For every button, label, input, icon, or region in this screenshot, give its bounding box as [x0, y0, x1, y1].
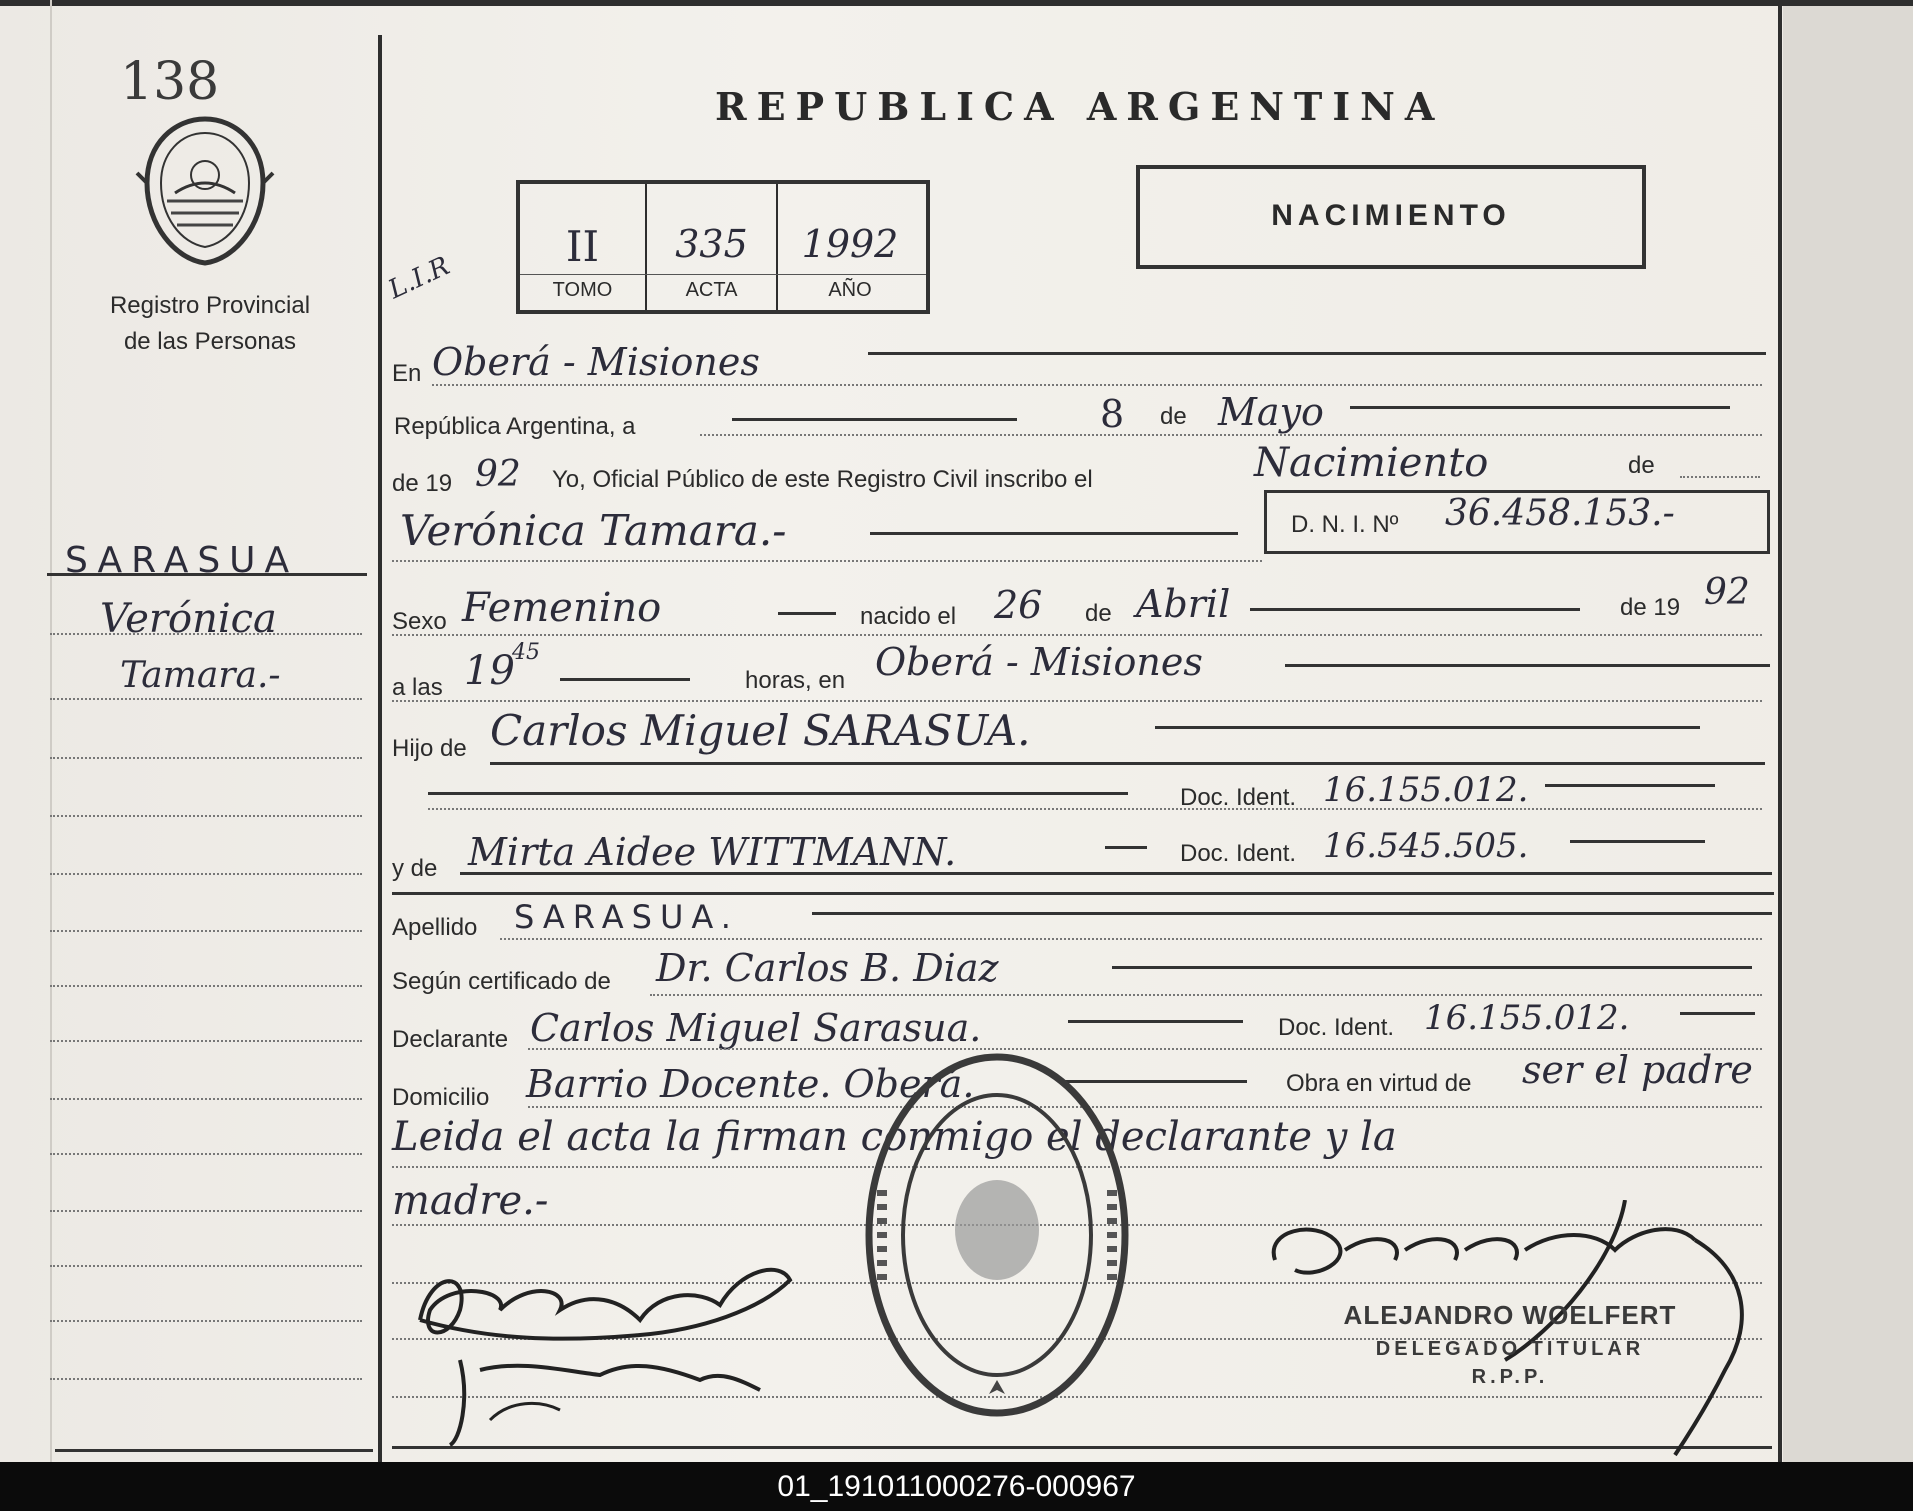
dotted-line [650, 994, 1762, 996]
stub-dotted-line [50, 1098, 362, 1100]
mother-doc-value: 16.545.505. [1323, 826, 1529, 866]
record-type: NACIMIENTO [1271, 199, 1511, 232]
dotted-line [700, 434, 1762, 436]
segun-label: Según certificado de [392, 968, 611, 995]
birth-day-value: 26 [994, 583, 1043, 627]
horas-label: horas, en [745, 667, 846, 694]
stub-surname: SARASUA [65, 540, 299, 581]
declarante-label: Declarante [392, 1026, 509, 1053]
obra-value: ser el padre [1522, 1048, 1753, 1092]
apellido-label: Apellido [392, 914, 478, 941]
country-title: REPUBLICA ARGENTINA [715, 84, 1445, 129]
mother-value: Mirta Aidee WITTMANN. [468, 830, 957, 874]
full-name-value: Verónica Tamara.- [400, 506, 787, 555]
provincial-seal-icon [135, 113, 275, 268]
tomo-value: II [565, 222, 600, 271]
apellido-value: SARASUA. [514, 898, 739, 936]
day-value: 8 [1100, 392, 1125, 436]
stub-dotted-line [50, 873, 362, 875]
sexo-fill-rule [778, 612, 836, 615]
stub-bottom-rule [55, 1449, 373, 1452]
birth-place-fill-rule [1285, 664, 1770, 667]
stub-dotted-line [50, 1210, 362, 1212]
stub-dotted-line [50, 698, 362, 700]
father-doc-end-rule [1545, 784, 1715, 787]
reference-inner-rule [520, 274, 926, 275]
domicilio-value: Barrio Docente. Oberá. [526, 1062, 975, 1106]
hour-fill-rule [560, 678, 690, 681]
certificado-value: Dr. Carlos B. Diaz [656, 946, 999, 990]
left-margin [50, 0, 52, 1462]
dni-label: D. N. I. Nº [1291, 511, 1399, 538]
declarante-fill-rule [1068, 1020, 1243, 1023]
apellido-fill-rule [812, 912, 1772, 915]
page-edge [1783, 0, 1913, 1462]
dni-value: 36.458.153.- [1445, 493, 1675, 534]
minutes-value: 45 [512, 640, 540, 665]
dotted-line [392, 634, 1762, 636]
officer-name: ALEJANDRO WOELFERT [1343, 1300, 1677, 1330]
stub-dotted-line [50, 985, 362, 987]
top-border [0, 0, 1913, 6]
en-label: En [392, 360, 422, 387]
month-fill-rule [1350, 406, 1730, 409]
mother-doc-end-rule [1570, 840, 1705, 843]
right-border [1778, 0, 1782, 1462]
birth-place-value: Oberá - Misiones [875, 640, 1203, 684]
alas-label: a las [392, 674, 443, 701]
stub-dotted-line [50, 1265, 362, 1267]
father-doc-label: Doc. Ident. [1180, 784, 1297, 811]
official-stamp-icon [862, 1050, 1132, 1420]
dni-box [1264, 490, 1770, 554]
stub-surname-rule [47, 573, 367, 576]
dotted-line [432, 384, 1762, 386]
birth-month-fill-rule [1250, 608, 1580, 611]
year-short-value: 92 [475, 454, 521, 495]
stub-given-name-1: Verónica [100, 596, 277, 642]
father-line-rule [490, 762, 1765, 765]
stub-given-name-2: Tamara.- [120, 655, 281, 696]
dotted-line [500, 938, 1762, 940]
acta-label: ACTA [685, 279, 738, 301]
note-line-2: madre.- [392, 1178, 549, 1224]
father-doc-fill-rule [428, 792, 1128, 795]
registry-name-line2: de las Personas [123, 328, 297, 355]
dotted-line [1680, 476, 1760, 478]
declarante-doc-value: 16.155.012. [1424, 998, 1630, 1038]
hour-value: 19 [464, 648, 515, 694]
mother-line-rule [460, 872, 1772, 875]
date-fill-rule [732, 418, 1017, 421]
de19-label-2: de 19 [1620, 594, 1681, 621]
mother-fill-rule [1105, 846, 1147, 849]
certificado-fill-rule [1112, 966, 1752, 969]
father-value: Carlos Miguel SARASUA. [490, 706, 1031, 755]
father-doc-value: 16.155.012. [1323, 770, 1529, 810]
document-id-footer: 01_191011000276-000967 [0, 1462, 1913, 1511]
note-line-1: Leida el acta la firman conmigo el declarante y la [392, 1114, 1397, 1160]
acta-value: 335 [675, 222, 748, 266]
sexo-label: Sexo [392, 608, 447, 635]
dotted-line [428, 808, 1762, 810]
dotted-line [392, 560, 1262, 562]
registry-name-line1: Registro Provincial [109, 292, 311, 319]
de-label-3: de [1085, 600, 1112, 627]
stub-dotted-line [50, 633, 362, 635]
officer-title: DELEGADO TITULAR [1375, 1338, 1645, 1360]
declarante-value: Carlos Miguel Sarasua. [530, 1006, 982, 1050]
name-fill-rule [870, 532, 1238, 535]
sexo-value: Femenino [462, 585, 662, 631]
place-value: Oberá - Misiones [432, 340, 760, 384]
nacido-label: nacido el [860, 603, 957, 630]
ano-label: AÑO [828, 279, 872, 301]
mother-doc-label: Doc. Ident. [1180, 840, 1297, 867]
event-value: Nacimiento [1254, 440, 1489, 486]
record-type-box [1136, 165, 1646, 269]
stub-dotted-line [50, 815, 362, 817]
birth-month-value: Abril [1136, 582, 1231, 626]
domicilio-label: Domicilio [392, 1084, 490, 1111]
yde-label: y de [392, 855, 438, 882]
tomo-label: TOMO [552, 279, 613, 301]
de-label: de [1160, 403, 1187, 430]
mother-line-rule-2 [392, 892, 1774, 895]
declarant-signature-icon [400, 1250, 820, 1450]
lir-annotation: L.I.R [384, 251, 455, 306]
de-label-2: de [1628, 452, 1655, 479]
stub-dotted-line [50, 930, 362, 932]
stub-dotted-line [50, 1320, 362, 1322]
dotted-line [528, 1106, 1762, 1108]
father-fill-rule [1155, 726, 1700, 729]
ano-value: 1992 [801, 222, 899, 266]
dotted-line [392, 700, 1762, 702]
stub-dotted-line [50, 1378, 362, 1380]
stub-dotted-line [50, 1040, 362, 1042]
officer-office: R.P.P. [1471, 1366, 1549, 1388]
official-statement: Yo, Oficial Público de este Registro Civil inscribo el [552, 466, 1093, 493]
de19-label: de 19 [392, 470, 453, 497]
stub-divider [378, 35, 382, 1462]
hijo-label: Hijo de [392, 735, 467, 762]
stub-dotted-line [50, 757, 362, 759]
declarante-doc-label: Doc. Ident. [1278, 1014, 1395, 1041]
stub-dotted-line [50, 1153, 362, 1155]
month-value: Mayo [1218, 390, 1324, 434]
place-fill-rule [868, 352, 1766, 355]
republica-label: República Argentina, a [394, 413, 636, 440]
birth-year-short-value: 92 [1704, 572, 1750, 613]
declarante-doc-end-rule [1680, 1012, 1755, 1015]
page-number: 138 [120, 52, 220, 112]
obra-label: Obra en virtud de [1286, 1070, 1472, 1097]
